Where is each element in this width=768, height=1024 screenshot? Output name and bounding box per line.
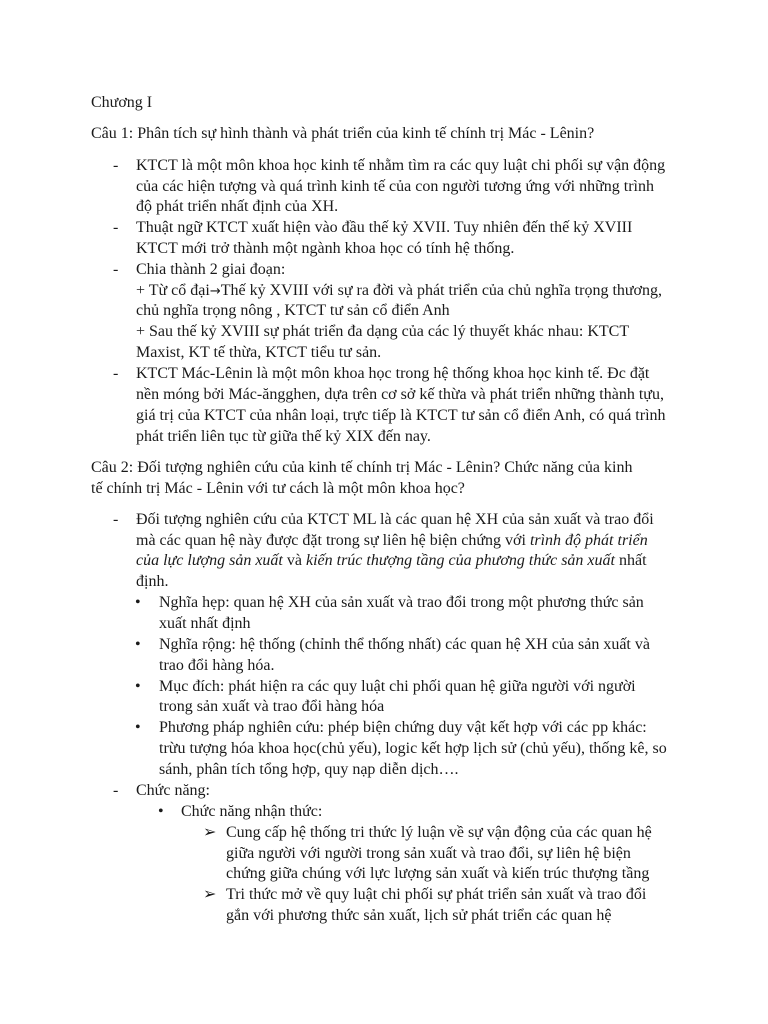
q1-item4-line: nền móng bởi Mác-ăngghen, dựa trên cơ sở kế thừa và phát triển những thành tựu, bbox=[136, 386, 664, 403]
chapter-heading: Chương I bbox=[91, 94, 153, 111]
q2-object-line: Đối tượng nghiên cứu của KTCT ML là các quan hệ XH của sản xuất và trao đổi bbox=[136, 511, 654, 528]
q2-function-head: Chức năng: bbox=[136, 782, 210, 799]
q2-bullet-narrow-cont: xuất nhất định bbox=[159, 615, 251, 632]
q2-cognitive-point2: Tri thức mở về quy luật chi phối sự phát triển sản xuất và trao đổi bbox=[226, 886, 647, 903]
q2-bullet-narrow: Nghĩa hẹp: quan hệ XH của sản xuất và trao đổi trong một phương thức sản bbox=[159, 594, 644, 611]
dash-marker: - bbox=[113, 219, 119, 236]
q1-item3-period2-cont: Maxist, KT tế thừa, KTCT tiểu tư sản. bbox=[136, 344, 382, 361]
q2-function-cognitive: Chức năng nhận thức: bbox=[181, 803, 323, 820]
q1-item2-line: KTCT mới trở thành một ngành khoa học có tính hệ thống. bbox=[136, 240, 515, 257]
q2-cognitive-point2-cont: gắn với phương thức sản xuất, lịch sử phát triển các quan hệ bbox=[226, 907, 612, 924]
q2-cognitive-point1-cont: giữa người với người trong sản xuất và trao đổi, sự liên hệ biện bbox=[226, 845, 631, 862]
q1-item3-period2: + Sau thế kỷ XVIII sự phát triển đa dạng của các lý thuyết khác nhau: KTCT bbox=[136, 323, 630, 340]
q1-item4-line: giá trị của KTCT của nhân loại, trực tiếp là KTCT tư sản cổ điển Anh, có quá trình bbox=[136, 407, 666, 424]
q1-item3-period1: + Từ cổ đại→Thế kỷ XVIII với sự ra đời và phát triển của chủ nghĩa trọng thương, bbox=[136, 282, 663, 299]
dash-marker: - bbox=[113, 365, 119, 382]
arrow-bullet-icon: ➢ bbox=[203, 886, 217, 903]
q2-cognitive-point1-cont: chứng giữa chúng với lực lượng sản xuất và kiến trúc thượng tầng bbox=[226, 865, 650, 882]
q1-item3-period1-cont: chủ nghĩa trọng nông , KTCT tư sản cổ điển Anh bbox=[136, 302, 450, 319]
q1-item1-line: KTCT là một môn khoa học kinh tế nhằm tìm ra các quy luật chi phối sự vận động bbox=[136, 157, 666, 174]
q1-item4-line: phát triển liên tục từ giữa thế kỷ XIX đến nay. bbox=[136, 428, 431, 445]
q1-item4-line: KTCT Mác-Lênin là một môn khoa học trong hệ thống khoa học kinh tế. Đc đặt bbox=[136, 365, 650, 382]
q2-bullet-method-cont: sánh, phân tích tổng hợp, quy nạp diễn dịch…. bbox=[159, 761, 459, 778]
q2-bullet-broad-cont: trao đổi hàng hóa. bbox=[159, 657, 275, 674]
q1-item1-line: của các hiện tượng và quá trình kinh tế của con người tương ứng với những trình bbox=[136, 178, 654, 195]
bullet-icon: • bbox=[135, 594, 141, 611]
dash-marker: - bbox=[113, 511, 119, 528]
question-2-title: Câu 2: Đối tượng nghiên cứu của kinh tế chính trị Mác - Lênin? Chức năng của kinh bbox=[91, 459, 633, 476]
bullet-icon: • bbox=[135, 678, 141, 695]
dash-marker: - bbox=[113, 157, 119, 174]
arrow-bullet-icon: ➢ bbox=[203, 824, 217, 841]
q2-bullet-method: Phương pháp nghiên cứu: phép biện chứng duy vật kết hợp với các pp khác: bbox=[159, 719, 647, 736]
q2-object-line: của lực lượng sản xuất và kiến trúc thượng tầng của phương thức sản xuất nhất bbox=[136, 552, 647, 569]
q2-bullet-purpose: Mục đích: phát hiện ra các quy luật chi phối quan hệ giữa người với người bbox=[159, 678, 636, 695]
q2-object-line: mà các quan hệ này được đặt trong sự liên hệ biện chứng với trình độ phát triển bbox=[136, 532, 648, 549]
q2-bullet-method-cont: trừu tượng hóa khoa học(chủ yếu), logic kết hợp lịch sử (chủ yếu), thống kê, so bbox=[159, 740, 667, 757]
dash-marker: - bbox=[113, 782, 119, 799]
q2-cognitive-point1: Cung cấp hệ thống tri thức lý luận về sự vận động của các quan hệ bbox=[226, 824, 652, 841]
q1-item2-line: Thuật ngữ KTCT xuất hiện vào đầu thế kỷ XVII. Tuy nhiên đến thế kỷ XVIII bbox=[136, 219, 633, 236]
q2-object-line: định. bbox=[136, 573, 169, 590]
bullet-icon: • bbox=[135, 719, 141, 736]
question-1-title: Câu 1: Phân tích sự hình thành và phát triển của kinh tế chính trị Mác - Lênin? bbox=[91, 125, 595, 142]
q2-bullet-broad: Nghĩa rộng: hệ thống (chỉnh thể thống nhất) các quan hệ XH của sản xuất và bbox=[159, 636, 650, 653]
q2-bullet-purpose-cont: trong sản xuất và trao đổi hàng hóa bbox=[159, 698, 385, 715]
bullet-icon: • bbox=[135, 636, 141, 653]
question-2-title-cont: tế chính trị Mác - Lênin với tư cách là một môn khoa học? bbox=[91, 480, 465, 497]
dash-marker: - bbox=[113, 261, 119, 278]
q1-item1-line: độ phát triển nhất định của XH. bbox=[136, 198, 339, 215]
bullet-icon: • bbox=[158, 803, 164, 820]
right-arrow-icon: → bbox=[209, 284, 221, 299]
q1-item3-head: Chia thành 2 giai đoạn: bbox=[136, 261, 286, 278]
